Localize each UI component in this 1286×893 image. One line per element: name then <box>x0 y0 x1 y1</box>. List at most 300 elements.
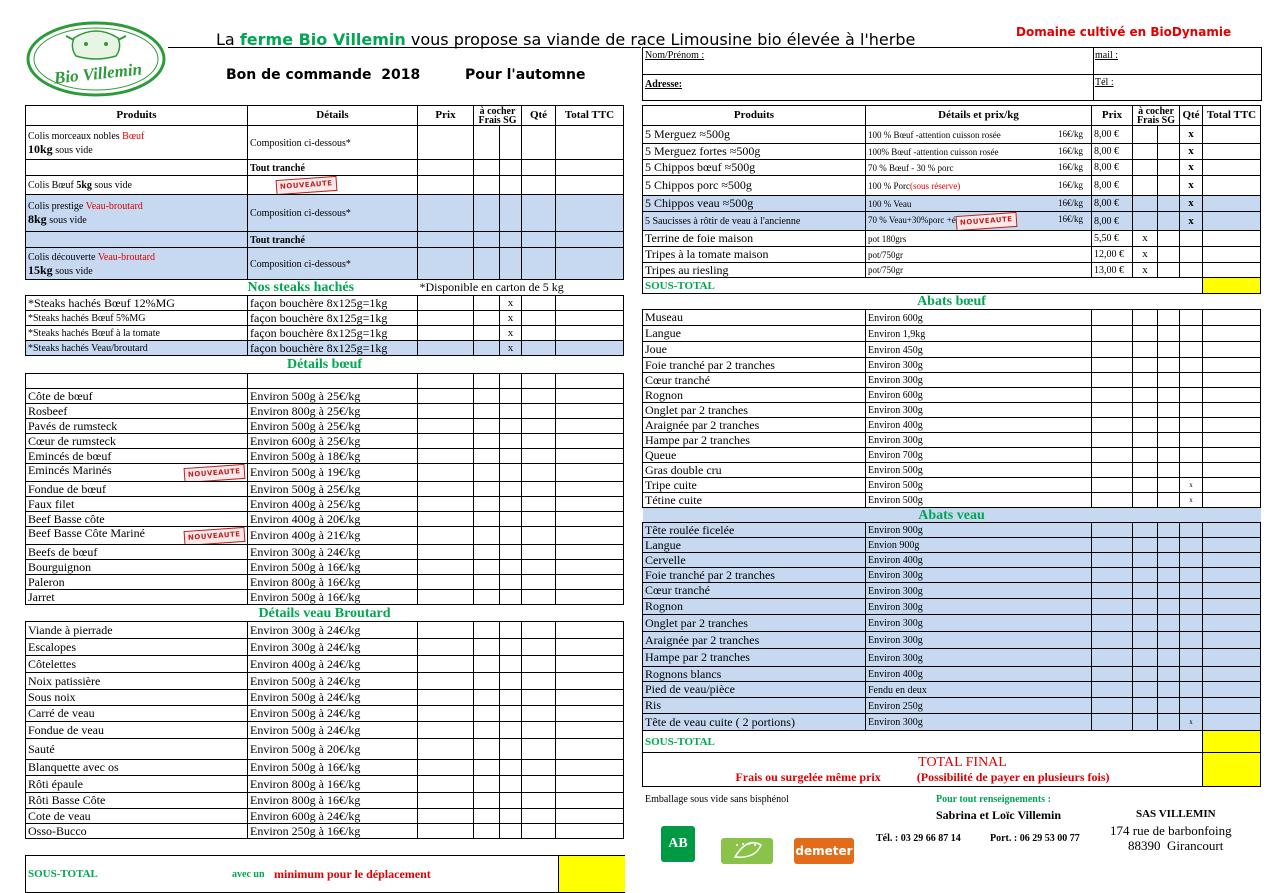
input-cell[interactable] <box>556 639 624 656</box>
input-cell[interactable] <box>1133 433 1158 448</box>
input-cell[interactable] <box>474 690 500 706</box>
input-cell[interactable] <box>1158 714 1180 731</box>
input-cell[interactable] <box>1180 326 1203 342</box>
input-cell[interactable] <box>556 776 624 793</box>
input-cell[interactable] <box>500 760 522 776</box>
input-cell[interactable] <box>1158 493 1180 508</box>
input-cell[interactable] <box>1180 448 1203 463</box>
input-cell[interactable] <box>1133 388 1158 403</box>
input-cell[interactable] <box>1180 649 1203 667</box>
input-cell[interactable] <box>500 776 522 793</box>
input-cell[interactable] <box>1203 418 1261 433</box>
input-cell[interactable] <box>1133 212 1158 231</box>
input-cell[interactable] <box>474 311 500 326</box>
input-cell[interactable]: x <box>500 296 522 311</box>
input-cell[interactable] <box>556 126 624 160</box>
input-cell[interactable] <box>1158 448 1180 463</box>
input-cell[interactable] <box>474 449 500 464</box>
input-cell[interactable] <box>418 341 474 356</box>
input-cell[interactable] <box>500 434 522 449</box>
input-cell[interactable] <box>500 793 522 809</box>
input-cell[interactable] <box>556 527 624 545</box>
input-cell[interactable] <box>1158 212 1180 231</box>
input-cell[interactable] <box>1203 310 1261 326</box>
mail-field[interactable]: mail : <box>1095 50 1119 61</box>
input-cell[interactable] <box>500 690 522 706</box>
input-cell[interactable] <box>1158 263 1180 278</box>
input-cell[interactable] <box>1092 373 1133 388</box>
input-cell[interactable] <box>556 722 624 739</box>
input-cell[interactable] <box>556 389 624 404</box>
input-cell[interactable] <box>500 482 522 497</box>
input-cell[interactable] <box>1133 160 1158 176</box>
input-cell[interactable]: x <box>1180 478 1203 493</box>
input-cell[interactable] <box>1158 667 1180 682</box>
input-cell[interactable] <box>474 434 500 449</box>
input-cell[interactable] <box>1203 263 1261 278</box>
input-cell[interactable] <box>522 656 556 673</box>
input-cell[interactable] <box>474 545 500 560</box>
input-cell[interactable] <box>1158 373 1180 388</box>
input-cell[interactable] <box>418 590 474 605</box>
input-cell[interactable] <box>500 639 522 656</box>
input-cell[interactable] <box>1180 403 1203 418</box>
input-cell[interactable] <box>1133 714 1158 731</box>
input-cell[interactable] <box>500 809 522 824</box>
input-cell[interactable] <box>1203 615 1261 632</box>
input-cell[interactable]: x <box>1180 160 1203 176</box>
input-cell[interactable] <box>1203 463 1261 478</box>
input-cell[interactable] <box>1092 418 1133 433</box>
input-cell[interactable] <box>474 195 500 232</box>
input-cell[interactable] <box>1203 196 1261 212</box>
input-cell[interactable] <box>1203 478 1261 493</box>
input-cell[interactable] <box>1133 403 1158 418</box>
input-cell[interactable] <box>1133 418 1158 433</box>
input-cell[interactable] <box>474 176 500 195</box>
input-cell[interactable] <box>474 464 500 482</box>
input-cell[interactable]: x <box>1180 493 1203 508</box>
input-cell[interactable] <box>1092 358 1133 373</box>
input-cell[interactable] <box>1133 448 1158 463</box>
input-cell[interactable] <box>1133 599 1158 615</box>
input-cell[interactable]: x <box>1133 231 1158 247</box>
input-cell[interactable] <box>500 824 522 839</box>
input-cell[interactable] <box>1133 568 1158 583</box>
input-cell[interactable] <box>1203 649 1261 667</box>
input-cell[interactable] <box>556 739 624 760</box>
input-cell[interactable] <box>1203 126 1261 144</box>
input-cell[interactable] <box>500 389 522 404</box>
input-cell[interactable] <box>500 545 522 560</box>
input-cell[interactable] <box>1133 310 1158 326</box>
input-cell[interactable]: x <box>500 326 522 341</box>
input-cell[interactable] <box>1092 478 1133 493</box>
input-cell[interactable] <box>500 419 522 434</box>
input-cell[interactable] <box>474 248 500 280</box>
input-cell[interactable] <box>1203 358 1261 373</box>
input-cell[interactable] <box>474 482 500 497</box>
input-cell[interactable] <box>1203 523 1261 538</box>
input-cell[interactable] <box>500 673 522 690</box>
input-cell[interactable] <box>418 527 474 545</box>
input-cell[interactable] <box>1133 463 1158 478</box>
input-cell[interactable] <box>556 326 624 341</box>
input-cell[interactable] <box>418 560 474 575</box>
input-cell[interactable]: x <box>500 311 522 326</box>
input-cell[interactable] <box>418 126 474 160</box>
input-cell[interactable] <box>1158 478 1180 493</box>
input-cell[interactable] <box>1158 583 1180 599</box>
input-cell[interactable] <box>1092 599 1133 615</box>
input-cell[interactable] <box>474 296 500 311</box>
input-cell[interactable] <box>556 464 624 482</box>
left-subtotal-value[interactable] <box>558 856 625 892</box>
input-cell[interactable] <box>1092 667 1133 682</box>
input-cell[interactable] <box>1133 553 1158 568</box>
input-cell[interactable] <box>1158 615 1180 632</box>
input-cell[interactable] <box>418 793 474 809</box>
input-cell[interactable] <box>1133 196 1158 212</box>
input-cell[interactable] <box>556 824 624 839</box>
input-cell[interactable] <box>522 232 556 248</box>
input-cell[interactable] <box>1203 176 1261 196</box>
input-cell[interactable] <box>1158 632 1180 649</box>
input-cell[interactable] <box>522 176 556 195</box>
input-cell[interactable] <box>500 706 522 722</box>
input-cell[interactable] <box>1133 342 1158 358</box>
input-cell[interactable] <box>522 326 556 341</box>
input-cell[interactable] <box>418 434 474 449</box>
input-cell[interactable] <box>1203 326 1261 342</box>
input-cell[interactable] <box>474 639 500 656</box>
input-cell[interactable] <box>522 639 556 656</box>
input-cell[interactable] <box>522 248 556 280</box>
input-cell[interactable] <box>1180 583 1203 599</box>
input-cell[interactable] <box>1203 632 1261 649</box>
input-cell[interactable] <box>556 656 624 673</box>
input-cell[interactable] <box>1133 632 1158 649</box>
input-cell[interactable] <box>1158 326 1180 342</box>
input-cell[interactable] <box>522 545 556 560</box>
input-cell[interactable] <box>474 739 500 760</box>
input-cell[interactable] <box>556 341 624 356</box>
input-cell[interactable] <box>1092 403 1133 418</box>
input-cell[interactable] <box>1092 448 1133 463</box>
input-cell[interactable] <box>1158 144 1180 160</box>
input-cell[interactable] <box>1180 310 1203 326</box>
input-cell[interactable] <box>522 404 556 419</box>
input-cell[interactable] <box>418 690 474 706</box>
input-cell[interactable] <box>1092 698 1133 714</box>
input-cell[interactable] <box>500 656 522 673</box>
input-cell[interactable] <box>500 248 522 280</box>
input-cell[interactable] <box>1180 538 1203 553</box>
input-cell[interactable] <box>1092 342 1133 358</box>
input-cell[interactable] <box>1203 373 1261 388</box>
input-cell[interactable] <box>1092 538 1133 553</box>
input-cell[interactable] <box>418 296 474 311</box>
input-cell[interactable] <box>1203 667 1261 682</box>
input-cell[interactable] <box>1180 388 1203 403</box>
input-cell[interactable]: x <box>1133 263 1158 278</box>
input-cell[interactable] <box>1092 568 1133 583</box>
input-cell[interactable] <box>418 622 474 639</box>
input-cell[interactable] <box>1092 714 1133 731</box>
input-cell[interactable] <box>1158 568 1180 583</box>
input-cell[interactable] <box>522 760 556 776</box>
input-cell[interactable] <box>474 622 500 639</box>
input-cell[interactable] <box>418 739 474 760</box>
input-cell[interactable] <box>1092 388 1133 403</box>
input-cell[interactable] <box>418 389 474 404</box>
input-cell[interactable] <box>522 419 556 434</box>
input-cell[interactable] <box>1092 310 1133 326</box>
input-cell[interactable] <box>1158 649 1180 667</box>
input-cell[interactable] <box>1180 231 1203 247</box>
input-cell[interactable] <box>1133 538 1158 553</box>
input-cell[interactable] <box>1133 523 1158 538</box>
input-cell[interactable] <box>1133 682 1158 698</box>
input-cell[interactable] <box>1180 342 1203 358</box>
input-cell[interactable] <box>1158 682 1180 698</box>
input-cell[interactable] <box>522 575 556 590</box>
input-cell[interactable] <box>418 248 474 280</box>
input-cell[interactable] <box>1133 126 1158 144</box>
input-cell[interactable] <box>1158 126 1180 144</box>
input-cell[interactable] <box>1092 493 1133 508</box>
input-cell[interactable] <box>1180 568 1203 583</box>
input-cell[interactable] <box>1158 433 1180 448</box>
input-cell[interactable] <box>1133 478 1158 493</box>
input-cell[interactable] <box>418 404 474 419</box>
input-cell[interactable] <box>522 793 556 809</box>
input-cell[interactable] <box>418 232 474 248</box>
input-cell[interactable] <box>474 590 500 605</box>
input-cell[interactable] <box>1133 326 1158 342</box>
input-cell[interactable] <box>522 449 556 464</box>
input-cell[interactable]: x <box>1180 196 1203 212</box>
input-cell[interactable] <box>1203 403 1261 418</box>
input-cell[interactable] <box>1203 599 1261 615</box>
input-cell[interactable] <box>474 706 500 722</box>
input-cell[interactable] <box>1092 326 1133 342</box>
input-cell[interactable] <box>474 527 500 545</box>
input-cell[interactable] <box>418 311 474 326</box>
input-cell[interactable] <box>474 341 500 356</box>
tel-field[interactable]: Tél : <box>1095 77 1114 88</box>
input-cell[interactable] <box>556 575 624 590</box>
input-cell[interactable] <box>556 232 624 248</box>
input-cell[interactable] <box>418 545 474 560</box>
input-cell[interactable] <box>1158 388 1180 403</box>
input-cell[interactable] <box>522 824 556 839</box>
input-cell[interactable]: x <box>1133 247 1158 263</box>
input-cell[interactable] <box>1133 615 1158 632</box>
input-cell[interactable] <box>1203 553 1261 568</box>
input-cell[interactable] <box>418 575 474 590</box>
input-cell[interactable] <box>418 160 474 176</box>
input-cell[interactable] <box>474 497 500 512</box>
input-cell[interactable] <box>522 809 556 824</box>
input-cell[interactable] <box>1180 615 1203 632</box>
input-cell[interactable] <box>1203 231 1261 247</box>
input-cell[interactable] <box>1158 358 1180 373</box>
address-field[interactable]: Adresse: <box>645 79 683 90</box>
input-cell[interactable] <box>556 195 624 232</box>
input-cell[interactable] <box>522 690 556 706</box>
input-cell[interactable] <box>556 545 624 560</box>
input-cell[interactable] <box>556 706 624 722</box>
input-cell[interactable] <box>1158 538 1180 553</box>
input-cell[interactable] <box>1203 714 1261 731</box>
input-cell[interactable] <box>522 482 556 497</box>
input-cell[interactable] <box>556 673 624 690</box>
input-cell[interactable] <box>1133 176 1158 196</box>
input-cell[interactable] <box>1092 553 1133 568</box>
input-cell[interactable] <box>1203 698 1261 714</box>
input-cell[interactable] <box>418 195 474 232</box>
input-cell[interactable] <box>556 449 624 464</box>
input-cell[interactable] <box>474 809 500 824</box>
input-cell[interactable] <box>418 512 474 527</box>
input-cell[interactable] <box>418 760 474 776</box>
input-cell[interactable] <box>1203 433 1261 448</box>
input-cell[interactable] <box>500 497 522 512</box>
input-cell[interactable] <box>1203 493 1261 508</box>
input-cell[interactable] <box>1158 599 1180 615</box>
input-cell[interactable] <box>1203 568 1261 583</box>
input-cell[interactable] <box>1133 358 1158 373</box>
input-cell[interactable] <box>418 326 474 341</box>
input-cell[interactable] <box>1180 682 1203 698</box>
input-cell[interactable] <box>1203 388 1261 403</box>
input-cell[interactable] <box>1133 373 1158 388</box>
input-cell[interactable] <box>418 706 474 722</box>
input-cell[interactable] <box>474 512 500 527</box>
input-cell[interactable] <box>556 690 624 706</box>
input-cell[interactable] <box>474 722 500 739</box>
input-cell[interactable] <box>1092 463 1133 478</box>
input-cell[interactable] <box>474 824 500 839</box>
input-cell[interactable] <box>1180 247 1203 263</box>
input-cell[interactable] <box>1180 373 1203 388</box>
input-cell[interactable] <box>418 639 474 656</box>
input-cell[interactable] <box>474 793 500 809</box>
input-cell[interactable] <box>500 527 522 545</box>
input-cell[interactable] <box>500 560 522 575</box>
input-cell[interactable] <box>418 809 474 824</box>
input-cell[interactable] <box>474 776 500 793</box>
input-cell[interactable] <box>556 512 624 527</box>
input-cell[interactable] <box>1158 418 1180 433</box>
input-cell[interactable] <box>1203 583 1261 599</box>
input-cell[interactable] <box>1203 212 1261 231</box>
input-cell[interactable] <box>522 776 556 793</box>
input-cell[interactable]: x <box>1180 176 1203 196</box>
input-cell[interactable] <box>556 296 624 311</box>
input-cell[interactable] <box>1203 682 1261 698</box>
input-cell[interactable] <box>522 389 556 404</box>
input-cell[interactable] <box>556 419 624 434</box>
input-cell[interactable] <box>418 482 474 497</box>
input-cell[interactable] <box>500 575 522 590</box>
input-cell[interactable] <box>1180 523 1203 538</box>
input-cell[interactable] <box>1203 342 1261 358</box>
input-cell[interactable] <box>1158 523 1180 538</box>
total-final-value[interactable] <box>1203 753 1261 787</box>
input-cell[interactable] <box>522 311 556 326</box>
input-cell[interactable]: x <box>1180 126 1203 144</box>
input-cell[interactable] <box>556 311 624 326</box>
input-cell[interactable] <box>1158 698 1180 714</box>
input-cell[interactable] <box>418 464 474 482</box>
input-cell[interactable] <box>474 160 500 176</box>
input-cell[interactable] <box>1092 632 1133 649</box>
input-cell[interactable] <box>500 464 522 482</box>
input-cell[interactable] <box>556 248 624 280</box>
input-cell[interactable] <box>1092 649 1133 667</box>
input-cell[interactable] <box>1180 667 1203 682</box>
input-cell[interactable] <box>556 497 624 512</box>
input-cell[interactable] <box>1180 553 1203 568</box>
input-cell[interactable] <box>474 232 500 248</box>
input-cell[interactable] <box>474 656 500 673</box>
input-cell[interactable] <box>418 673 474 690</box>
input-cell[interactable] <box>474 560 500 575</box>
input-cell[interactable] <box>1133 649 1158 667</box>
input-cell[interactable] <box>522 706 556 722</box>
input-cell[interactable]: x <box>1180 144 1203 160</box>
input-cell[interactable] <box>500 232 522 248</box>
input-cell[interactable] <box>1158 196 1180 212</box>
input-cell[interactable] <box>1180 358 1203 373</box>
input-cell[interactable] <box>522 195 556 232</box>
input-cell[interactable] <box>500 176 522 195</box>
input-cell[interactable] <box>1092 615 1133 632</box>
input-cell[interactable] <box>418 176 474 195</box>
input-cell[interactable] <box>418 776 474 793</box>
input-cell[interactable] <box>1203 144 1261 160</box>
input-cell[interactable] <box>1180 599 1203 615</box>
input-cell[interactable] <box>418 722 474 739</box>
input-cell[interactable] <box>418 656 474 673</box>
input-cell[interactable] <box>556 809 624 824</box>
input-cell[interactable] <box>500 622 522 639</box>
input-cell[interactable] <box>500 126 522 160</box>
input-cell[interactable] <box>1203 448 1261 463</box>
input-cell[interactable] <box>474 419 500 434</box>
input-cell[interactable] <box>1158 176 1180 196</box>
input-cell[interactable] <box>1158 247 1180 263</box>
input-cell[interactable] <box>522 126 556 160</box>
input-cell[interactable] <box>474 126 500 160</box>
input-cell[interactable] <box>1092 433 1133 448</box>
input-cell[interactable] <box>1092 523 1133 538</box>
input-cell[interactable] <box>1133 698 1158 714</box>
input-cell[interactable] <box>522 622 556 639</box>
input-cell[interactable]: x <box>1180 714 1203 731</box>
input-cell[interactable] <box>522 527 556 545</box>
input-cell[interactable] <box>522 497 556 512</box>
input-cell[interactable] <box>556 560 624 575</box>
input-cell[interactable] <box>474 404 500 419</box>
input-cell[interactable] <box>522 160 556 176</box>
input-cell[interactable] <box>500 195 522 232</box>
name-field[interactable]: Nom/Prénom : <box>645 50 705 61</box>
input-cell[interactable] <box>1180 263 1203 278</box>
input-cell[interactable] <box>556 590 624 605</box>
